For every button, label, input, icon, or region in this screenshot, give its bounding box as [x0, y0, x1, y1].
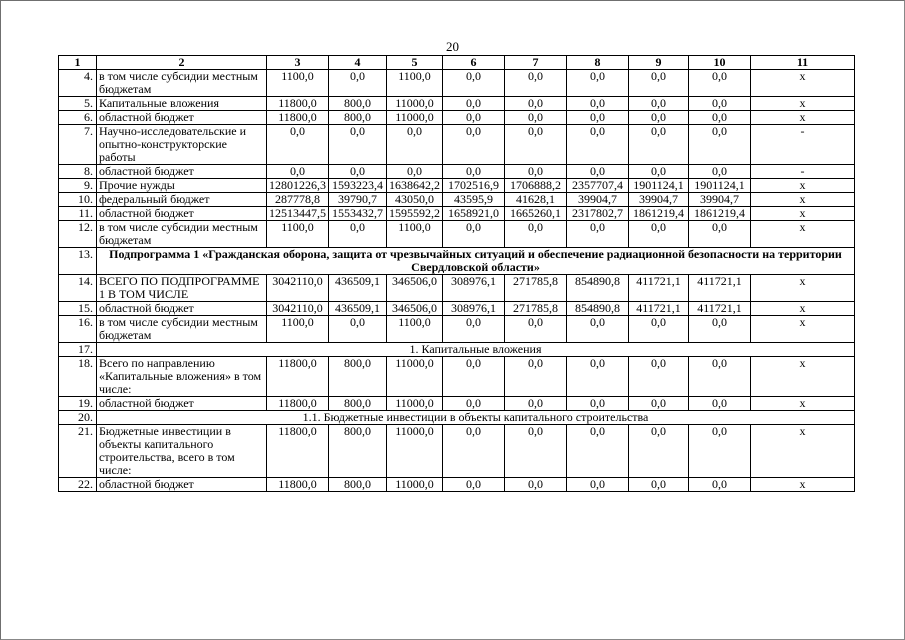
value-cell: 1901124,1 — [629, 179, 689, 193]
value-cell: 2317802,7 — [567, 207, 629, 221]
row-number: 16. — [59, 316, 97, 343]
row-number: 10. — [59, 193, 97, 207]
column-header: 11 — [751, 56, 855, 70]
value-cell: 0,0 — [567, 221, 629, 248]
value-cell: 271785,8 — [505, 302, 567, 316]
value-cell: 41628,1 — [505, 193, 567, 207]
value-cell: 1100,0 — [387, 70, 443, 97]
value-cell: 0,0 — [505, 357, 567, 397]
value-cell: 0,0 — [567, 70, 629, 97]
row-label: Всего по направлению «Капитальные вложения» в том числе: — [97, 357, 267, 397]
value-cell: 11800,0 — [267, 478, 329, 492]
value-cell: 1100,0 — [267, 221, 329, 248]
table-row — [59, 97, 855, 111]
value-cell: 1706888,2 — [505, 179, 567, 193]
target-indicator-cell: х — [751, 316, 855, 343]
row-number: 8. — [59, 165, 97, 179]
value-cell: 0,0 — [689, 125, 751, 165]
value-cell: 11800,0 — [267, 111, 329, 125]
subprogram-row — [59, 248, 855, 275]
value-cell: 0,0 — [329, 165, 387, 179]
row-label: ВСЕГО ПО ПОДПРОГРАММЕ 1 В ТОМ ЧИСЛЕ — [97, 275, 267, 302]
value-cell: 800,0 — [329, 357, 387, 397]
column-header: 8 — [567, 56, 629, 70]
table-row — [59, 478, 855, 492]
target-indicator-cell: х — [751, 425, 855, 478]
value-cell: 0,0 — [689, 478, 751, 492]
value-cell: 1861219,4 — [689, 207, 751, 221]
value-cell: 0,0 — [629, 316, 689, 343]
row-number: 21. — [59, 425, 97, 478]
value-cell: 1658921,0 — [443, 207, 505, 221]
target-indicator-cell: х — [751, 97, 855, 111]
value-cell: 0,0 — [629, 125, 689, 165]
value-cell: 0,0 — [567, 165, 629, 179]
value-cell: 39904,7 — [629, 193, 689, 207]
table-row — [59, 302, 855, 316]
table-row — [59, 165, 855, 179]
value-cell: 0,0 — [629, 425, 689, 478]
value-cell: 0,0 — [443, 165, 505, 179]
target-indicator-cell: х — [751, 179, 855, 193]
value-cell: 0,0 — [567, 478, 629, 492]
value-cell: 0,0 — [443, 357, 505, 397]
value-cell: 11800,0 — [267, 357, 329, 397]
value-cell: 0,0 — [629, 221, 689, 248]
table-row — [59, 275, 855, 302]
row-label: областной бюджет — [97, 397, 267, 411]
value-cell: 0,0 — [567, 425, 629, 478]
value-cell: 11800,0 — [267, 397, 329, 411]
row-label: Научно-исследовательские и опытно-конструкторские работы — [97, 125, 267, 165]
value-cell: 800,0 — [329, 397, 387, 411]
row-number: 22. — [59, 478, 97, 492]
table-row — [59, 316, 855, 343]
value-cell: 800,0 — [329, 111, 387, 125]
value-cell: 11000,0 — [387, 397, 443, 411]
table-row — [59, 70, 855, 97]
value-cell: 800,0 — [329, 97, 387, 111]
value-cell: 0,0 — [689, 97, 751, 111]
value-cell: 11000,0 — [387, 97, 443, 111]
value-cell: 854890,8 — [567, 302, 629, 316]
target-indicator-cell: х — [751, 302, 855, 316]
value-cell: 0,0 — [567, 316, 629, 343]
value-cell: 308976,1 — [443, 275, 505, 302]
row-number: 7. — [59, 125, 97, 165]
column-header: 2 — [97, 56, 267, 70]
value-cell: 12513447,5 — [267, 207, 329, 221]
value-cell: 0,0 — [567, 125, 629, 165]
column-header: 3 — [267, 56, 329, 70]
row-label: в том числе субсидии местным бюджетам — [97, 70, 267, 97]
target-indicator-cell: х — [751, 275, 855, 302]
budget-table — [58, 55, 855, 492]
value-cell: 0,0 — [567, 111, 629, 125]
value-cell: 1593223,4 — [329, 179, 387, 193]
subprogram-title: Подпрограмма 1 «Гражданская оборона, защита от чрезвычайных ситуаций и обеспечение радиационной безопасности на территории Свердловской области» — [97, 248, 855, 275]
column-header: 5 — [387, 56, 443, 70]
value-cell: 271785,8 — [505, 275, 567, 302]
value-cell: 43595,9 — [443, 193, 505, 207]
value-cell: 0,0 — [505, 316, 567, 343]
table-row — [59, 193, 855, 207]
value-cell: 1100,0 — [267, 316, 329, 343]
value-cell: 11800,0 — [267, 425, 329, 478]
value-cell: 0,0 — [267, 125, 329, 165]
value-cell: 0,0 — [629, 111, 689, 125]
value-cell: 0,0 — [505, 221, 567, 248]
table-row — [59, 221, 855, 248]
table-row — [59, 179, 855, 193]
value-cell: 0,0 — [689, 221, 751, 248]
value-cell: 43050,0 — [387, 193, 443, 207]
section-row — [59, 411, 855, 425]
value-cell: 11000,0 — [387, 425, 443, 478]
value-cell: 0,0 — [505, 125, 567, 165]
column-header: 9 — [629, 56, 689, 70]
value-cell: 39904,7 — [689, 193, 751, 207]
value-cell: 11800,0 — [267, 97, 329, 111]
row-label: федеральный бюджет — [97, 193, 267, 207]
value-cell: 411721,1 — [689, 302, 751, 316]
row-label: областной бюджет — [97, 207, 267, 221]
value-cell: 0,0 — [329, 70, 387, 97]
value-cell: 1702516,9 — [443, 179, 505, 193]
target-indicator-cell: х — [751, 207, 855, 221]
value-cell: 0,0 — [567, 97, 629, 111]
target-indicator-cell: х — [751, 221, 855, 248]
target-indicator-cell: х — [751, 111, 855, 125]
value-cell: 0,0 — [629, 357, 689, 397]
row-number: 12. — [59, 221, 97, 248]
row-number: 20. — [59, 411, 97, 425]
row-label: областной бюджет — [97, 111, 267, 125]
value-cell: 0,0 — [689, 357, 751, 397]
column-header: 1 — [59, 56, 97, 70]
target-indicator-cell: х — [751, 357, 855, 397]
value-cell: 800,0 — [329, 478, 387, 492]
value-cell: 1100,0 — [267, 70, 329, 97]
value-cell: 0,0 — [505, 111, 567, 125]
row-number: 15. — [59, 302, 97, 316]
table-row — [59, 425, 855, 478]
page-number: 20 — [446, 39, 459, 54]
value-cell: 0,0 — [329, 125, 387, 165]
value-cell: 411721,1 — [629, 275, 689, 302]
target-indicator-cell: х — [751, 397, 855, 411]
value-cell: 0,0 — [443, 425, 505, 478]
column-header: 10 — [689, 56, 751, 70]
value-cell: 0,0 — [505, 478, 567, 492]
row-label: Прочие нужды — [97, 179, 267, 193]
value-cell: 3042110,0 — [267, 302, 329, 316]
value-cell: 39790,7 — [329, 193, 387, 207]
value-cell: 1638642,2 — [387, 179, 443, 193]
row-number: 9. — [59, 179, 97, 193]
value-cell: 0,0 — [505, 97, 567, 111]
row-number: 4. — [59, 70, 97, 97]
value-cell: 411721,1 — [629, 302, 689, 316]
value-cell: 0,0 — [443, 70, 505, 97]
value-cell: 854890,8 — [567, 275, 629, 302]
value-cell: 0,0 — [443, 97, 505, 111]
target-indicator-cell: - — [751, 165, 855, 179]
table-row — [59, 357, 855, 397]
row-number: 17. — [59, 343, 97, 357]
value-cell: 1595592,2 — [387, 207, 443, 221]
value-cell: 0,0 — [505, 397, 567, 411]
row-label: областной бюджет — [97, 165, 267, 179]
target-indicator-cell: - — [751, 125, 855, 165]
value-cell: 0,0 — [567, 357, 629, 397]
table-row — [59, 207, 855, 221]
value-cell: 0,0 — [567, 397, 629, 411]
value-cell: 436509,1 — [329, 302, 387, 316]
value-cell: 0,0 — [443, 125, 505, 165]
value-cell: 1553432,7 — [329, 207, 387, 221]
target-indicator-cell: х — [751, 70, 855, 97]
value-cell: 0,0 — [689, 316, 751, 343]
value-cell: 800,0 — [329, 425, 387, 478]
value-cell: 11000,0 — [387, 357, 443, 397]
table-row — [59, 111, 855, 125]
value-cell: 0,0 — [443, 397, 505, 411]
value-cell: 0,0 — [329, 316, 387, 343]
row-number: 18. — [59, 357, 97, 397]
value-cell: 0,0 — [689, 425, 751, 478]
row-label: областной бюджет — [97, 302, 267, 316]
value-cell: 2357707,4 — [567, 179, 629, 193]
row-label: областной бюджет — [97, 478, 267, 492]
value-cell: 0,0 — [689, 70, 751, 97]
value-cell: 0,0 — [629, 478, 689, 492]
table-row — [59, 125, 855, 165]
value-cell: 0,0 — [443, 111, 505, 125]
value-cell: 0,0 — [443, 221, 505, 248]
value-cell: 0,0 — [505, 165, 567, 179]
value-cell: 12801226,3 — [267, 179, 329, 193]
row-number: 14. — [59, 275, 97, 302]
value-cell: 1665260,1 — [505, 207, 567, 221]
column-number-row — [59, 56, 855, 70]
value-cell: 0,0 — [629, 397, 689, 411]
value-cell: 0,0 — [387, 125, 443, 165]
column-header: 7 — [505, 56, 567, 70]
value-cell: 287778,8 — [267, 193, 329, 207]
value-cell: 0,0 — [505, 425, 567, 478]
value-cell: 346506,0 — [387, 302, 443, 316]
row-number: 5. — [59, 97, 97, 111]
value-cell: 1901124,1 — [689, 179, 751, 193]
column-header: 4 — [329, 56, 387, 70]
row-label: Капитальные вложения — [97, 97, 267, 111]
section-title: 1. Капитальные вложения — [97, 343, 855, 357]
value-cell: 1100,0 — [387, 221, 443, 248]
row-number: 19. — [59, 397, 97, 411]
value-cell: 0,0 — [443, 316, 505, 343]
value-cell: 1861219,4 — [629, 207, 689, 221]
value-cell: 0,0 — [329, 221, 387, 248]
value-cell: 411721,1 — [689, 275, 751, 302]
section-title: 1.1. Бюджетные инвестиции в объекты капитального строительства — [97, 411, 855, 425]
row-number: 11. — [59, 207, 97, 221]
value-cell: 0,0 — [443, 478, 505, 492]
value-cell: 0,0 — [629, 97, 689, 111]
section-row — [59, 343, 855, 357]
row-label: Бюджетные инвестиции в объекты капитального строительства, всего в том числе: — [97, 425, 267, 478]
value-cell: 0,0 — [267, 165, 329, 179]
table-row — [59, 397, 855, 411]
row-label: в том числе субсидии местным бюджетам — [97, 221, 267, 248]
value-cell: 0,0 — [629, 165, 689, 179]
value-cell: 3042110,0 — [267, 275, 329, 302]
value-cell: 11000,0 — [387, 478, 443, 492]
target-indicator-cell: х — [751, 478, 855, 492]
value-cell: 0,0 — [689, 397, 751, 411]
value-cell: 0,0 — [689, 111, 751, 125]
value-cell: 308976,1 — [443, 302, 505, 316]
value-cell: 11000,0 — [387, 111, 443, 125]
row-number: 6. — [59, 111, 97, 125]
column-header: 6 — [443, 56, 505, 70]
value-cell: 0,0 — [505, 70, 567, 97]
target-indicator-cell: х — [751, 193, 855, 207]
value-cell: 436509,1 — [329, 275, 387, 302]
value-cell: 1100,0 — [387, 316, 443, 343]
row-number: 13. — [59, 248, 97, 275]
value-cell: 0,0 — [387, 165, 443, 179]
value-cell: 0,0 — [629, 70, 689, 97]
value-cell: 39904,7 — [567, 193, 629, 207]
value-cell: 346506,0 — [387, 275, 443, 302]
row-label: в том числе субсидии местным бюджетам — [97, 316, 267, 343]
value-cell: 0,0 — [689, 165, 751, 179]
